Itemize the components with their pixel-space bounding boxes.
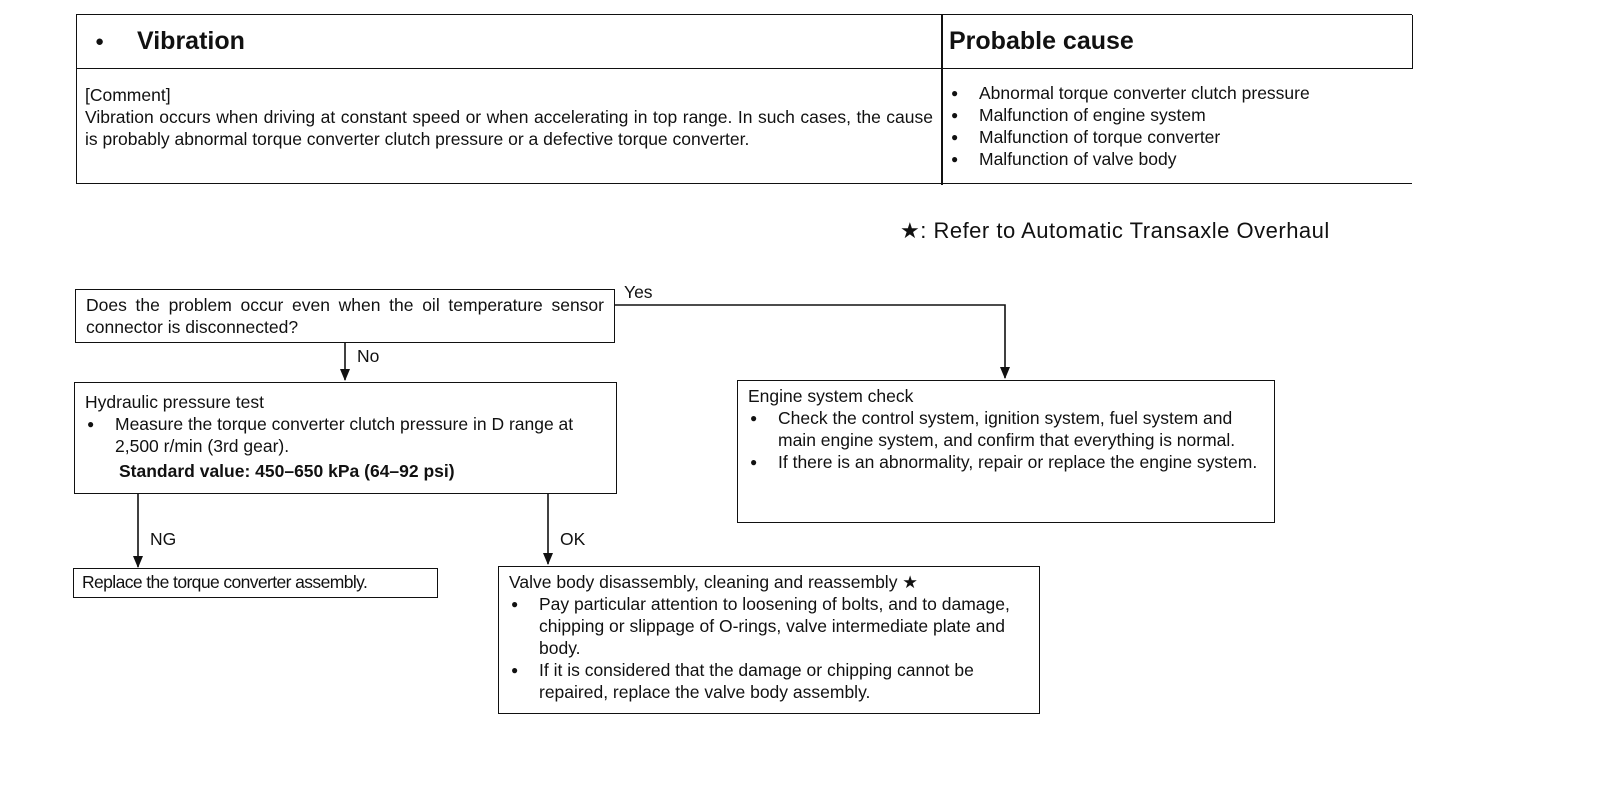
yes-connector [614, 305, 1005, 378]
cause-item: ● Malfunction of torque converter [949, 126, 1399, 148]
cause-item: ● Malfunction of valve body [949, 148, 1399, 170]
comment-label: [Comment] [85, 85, 171, 105]
valve-bullet: ● If it is considered that the damage or chipping cannot be repaired, replace the valve body assembly. [509, 659, 1029, 703]
cause-item: ● Abnormal torque converter clutch pressure [949, 82, 1399, 104]
hydraulic-bullet: ● Measure the torque converter clutch pressure in D range at 2,500 r/min (3rd gear). [85, 413, 606, 457]
symptom-title: Vibration [137, 27, 245, 55]
valve-bullet: ● Pay particular attention to loosening of bolts, and to damage, chipping or slippage of O-rings, valve intermediate plate and body. [509, 593, 1029, 659]
question-text: Does the problem occur even when the oil temperature sensor connector is disconnected? [86, 295, 604, 337]
engine-bullet: ● Check the control system, ignition system, fuel system and main engine system, and confirm that everything is normal. [748, 407, 1264, 451]
comment-text: Vibration occurs when driving at constant speed or when accelerating in top range. In such cases, the cause is probably abnormal torque converter clutch pressure or a defective torque converter. [85, 107, 933, 149]
bullet-icon: ● [95, 33, 105, 50]
no-label: No [357, 346, 380, 366]
valve-body-box [498, 566, 1040, 714]
engine-check-box [737, 380, 1275, 523]
replace-converter-box [73, 568, 438, 598]
replace-text: Replace the torque converter assembly. [82, 572, 368, 592]
engine-title: Engine system check [748, 386, 914, 406]
ng-label: NG [150, 529, 177, 549]
standard-value: Standard value: 450–650 kPa (64–92 psi) [119, 461, 455, 481]
hydraulic-title: Hydraulic pressure test [85, 392, 264, 412]
cause-item: ● Malfunction of engine system [949, 104, 1399, 126]
hydraulic-test-box [74, 382, 617, 494]
question-box [75, 289, 615, 343]
ok-label: OK [560, 529, 586, 549]
probable-cause-title: Probable cause [949, 27, 1134, 55]
valve-title: Valve body disassembly, cleaning and reassembly ★ [509, 572, 918, 592]
footnote: ★: Refer to Automatic Transaxle Overhaul [900, 218, 1330, 243]
engine-bullet: ● If there is an abnormality, repair or replace the engine system. [748, 451, 1264, 473]
yes-label: Yes [624, 282, 653, 302]
